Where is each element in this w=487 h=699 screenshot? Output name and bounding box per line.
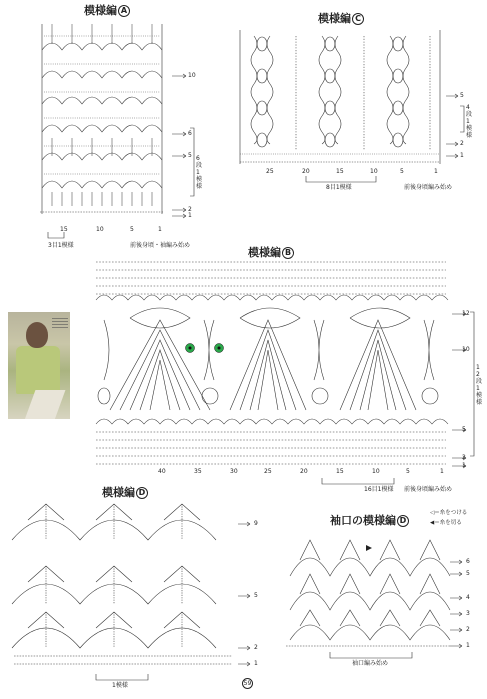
diagram-a-row-5: 5 bbox=[188, 152, 192, 159]
cuff-start-note: 袖口編み始め bbox=[352, 660, 389, 667]
attach-yarn-icon: ◁ bbox=[430, 510, 435, 516]
diagram-b-repeat-rows: 12段1模様 bbox=[476, 364, 483, 406]
diagram-b-start-note: 前後身頃編み始め bbox=[404, 486, 453, 493]
diagram-c-row-2: 2 bbox=[460, 140, 464, 147]
diagram-b-title: 模様編 B bbox=[248, 244, 294, 260]
diagram-c-stitch-25: 25 bbox=[266, 168, 274, 175]
diagram-c-row-1: 1 bbox=[460, 152, 464, 159]
diagram-a-repeat-stitch: 3目1模様 bbox=[48, 242, 74, 249]
cuff-row-4: 4 bbox=[466, 594, 470, 601]
diagram-c-repeat-stitch: 8目1模様 bbox=[326, 184, 352, 191]
cuff-row-5: 5 bbox=[466, 570, 470, 577]
cuff-row-1: 1 bbox=[466, 642, 470, 649]
diagram-c-stitch-5: 5 bbox=[400, 168, 404, 175]
cut-yarn-icon: ◀ bbox=[430, 520, 435, 526]
diagram-a-stitch-15: 15 bbox=[60, 226, 68, 233]
legend-cut-yarn: ◀＝糸を切る bbox=[430, 520, 462, 526]
diagram-c-title: 模様編 C bbox=[318, 10, 364, 26]
legend-attach-yarn: ◁＝糸をつける bbox=[430, 510, 468, 516]
diagram-a-row-6: 6 bbox=[188, 130, 192, 137]
diagram-a-stitch-5: 5 bbox=[130, 226, 134, 233]
diagram-b-row-5: 5 bbox=[462, 426, 466, 433]
diagram-c-mark: C bbox=[352, 13, 364, 25]
cuff-title: 袖口の模様編 D bbox=[330, 512, 409, 528]
diagram-b-row-10: 10 bbox=[462, 346, 470, 353]
cuff-row-3: 3 bbox=[466, 610, 470, 617]
cuff-mark: D bbox=[397, 515, 409, 527]
diagram-d-row-1: 1 bbox=[254, 660, 258, 667]
diagram-a-stitch-1: 1 bbox=[158, 226, 162, 233]
diagram-b-stitch-25: 25 bbox=[264, 468, 272, 475]
diagram-b-mark: B bbox=[282, 247, 294, 259]
diagram-b-row-1: 1 bbox=[462, 462, 466, 469]
diagram-b-stitch-30: 30 bbox=[230, 468, 238, 475]
diagram-b-stitch-5: 5 bbox=[406, 468, 410, 475]
diagram-d-row-5: 5 bbox=[254, 592, 258, 599]
diagram-b-stitch-35: 35 bbox=[194, 468, 202, 475]
diagram-b-stitch-10: 10 bbox=[372, 468, 380, 475]
diagram-b-stitch-40: 40 bbox=[158, 468, 166, 475]
diagram-d-title: 模様編 D bbox=[102, 484, 148, 500]
diagram-a-title: 模様編 A bbox=[84, 2, 130, 18]
diagram-a-row-2: 2 bbox=[188, 206, 192, 213]
diagram-c-row-5: 5 bbox=[460, 92, 464, 99]
diagram-b-stitch-20: 20 bbox=[300, 468, 308, 475]
diagram-a-row-10: 10 bbox=[188, 72, 196, 79]
diagram-a-start-note: 前後身頃・袖編み始め bbox=[130, 242, 191, 249]
diagram-d-row-9: 9 bbox=[254, 520, 258, 527]
diagram-b-repeat-stitch: 16目1模様 bbox=[364, 486, 394, 493]
diagram-c-stitch-10: 10 bbox=[370, 168, 378, 175]
diagram-b-stitch-1: 1 bbox=[440, 468, 444, 475]
diagram-c-stitch-20: 20 bbox=[302, 168, 310, 175]
diagram-b-stitch-15: 15 bbox=[336, 468, 344, 475]
diagram-c-repeat-rows: 4段1模様 bbox=[466, 104, 473, 139]
diagram-a-row-1: 1 bbox=[188, 212, 192, 219]
diagram-b-row-12: 12 bbox=[462, 310, 470, 317]
page-number: 59 bbox=[243, 680, 252, 687]
diagram-c-stitch-15: 15 bbox=[336, 168, 344, 175]
diagram-c-start-note: 前後身頃編み始め bbox=[404, 184, 453, 191]
cuff-row-2: 2 bbox=[466, 626, 470, 633]
diagram-d-row-2: 2 bbox=[254, 644, 258, 651]
diagram-d-repeat-stitch: 1模様 bbox=[112, 682, 128, 689]
diagram-a-stitch-10: 10 bbox=[96, 226, 104, 233]
diagram-d-mark: D bbox=[136, 487, 148, 499]
diagram-c-stitch-1: 1 bbox=[434, 168, 438, 175]
cuff-row-6: 6 bbox=[466, 558, 470, 565]
diagram-a-repeat-rows: 6段1模様 bbox=[196, 155, 203, 190]
diagram-b-row-2: 2 bbox=[462, 454, 466, 461]
diagram-a-mark: A bbox=[118, 5, 130, 17]
